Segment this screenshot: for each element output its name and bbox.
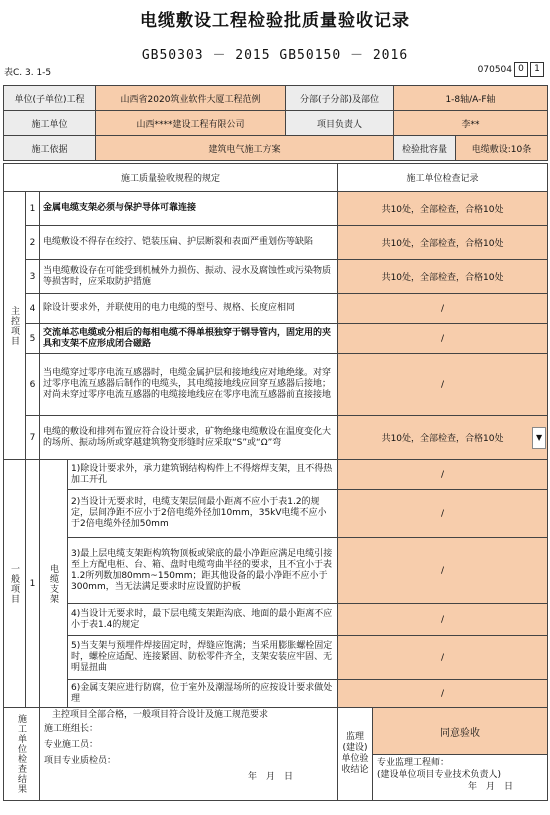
basis-value[interactable]: 建筑电气施工方案: [96, 136, 394, 161]
team-leader-sign[interactable]: 施工班组长：: [44, 724, 99, 734]
contractor-value[interactable]: 山西****建设工程有限公司: [96, 111, 286, 136]
item-no: 5: [26, 324, 40, 354]
division-value[interactable]: 1-8轴/A-F轴: [394, 86, 548, 111]
contractor-conclusion[interactable]: 主控项目全部合格，一般项目符合设计及施工规范要求: [52, 710, 269, 720]
record-code: [478, 62, 544, 77]
supervision-date[interactable]: 年 月 日: [468, 782, 514, 792]
item-no: 2: [26, 226, 40, 260]
contractor-result-label: 施工单位检查结果: [4, 708, 40, 801]
unit-value[interactable]: 山西省2020筑业软件大厦工程范例: [96, 86, 286, 111]
item-result[interactable]: /: [338, 294, 548, 324]
pm-value[interactable]: 李**: [394, 111, 548, 136]
main-table: [3, 163, 548, 801]
item-result[interactable]: /: [338, 324, 548, 354]
item-result-select[interactable]: [338, 416, 548, 460]
general-item-text: 3)最上层电缆支架距构筑物顶板或梁底的最小净距应满足电缆引接至上方配电柜、台、箱、盘时电缆弯曲半径的要求，且不宜小于表1.2所列数加80mm~150mm；距其他设备的最小净距不应小于300mm，当无法满足要求时应设置防护板: [68, 538, 338, 604]
code-prefix: 070504: [477, 64, 512, 75]
item-text: 除设计要求外，并联使用的电力电缆的型号、规格、长度应相同: [40, 294, 338, 324]
dropdown-arrow-icon[interactable]: ▼: [532, 427, 546, 449]
item-text: 当电缆穿过零序电流互感器时，电缆金属护层和接地线应对地绝缘。对穿过零序电流互感器后制作的电缆头，其电缆接地线应回穿互感器后接地；对尚未穿过零序电流互感器的电缆接地线应在零序电流互感器前直接接地: [40, 354, 338, 416]
item-text: 交流单芯电缆或分相后的每相电缆不得单根独穿于钢导管内，固定用的夹具和支架不应形成闭合磁路: [40, 324, 338, 354]
professional-sign[interactable]: 专业施工员：: [44, 740, 99, 750]
item-result[interactable]: /: [338, 354, 548, 416]
form-number: 表C. 3. 1-5: [4, 68, 52, 78]
basis-label: 施工依据: [4, 136, 96, 161]
general-item-result[interactable]: /: [338, 538, 548, 604]
contractor-label: 施工单位: [4, 111, 96, 136]
supervision-label: 监理(建设)单位验收结论: [338, 708, 373, 800]
general-item-result[interactable]: /: [338, 680, 548, 708]
item-no: 7: [26, 416, 40, 460]
general-item-text: 2)当设计无要求时，电缆支架层间最小距离不应小于表1.2的规定，层间净距不应小于2倍电缆外径加10mm，35kV电缆不应小于2倍电缆外径加50mm: [68, 490, 338, 538]
general-items-label: 一般项目: [4, 460, 26, 708]
qc-sign[interactable]: 项目专业质检员：: [44, 756, 117, 766]
item-text: 电缆的敷设和排列布置应符合设计要求，矿物绝缘电缆敷设在温度变化大的场所、振动场所或穿越建筑物变形缝时应采取“S”或“Ω”弯: [40, 416, 338, 460]
main-items-label: 主控项目: [4, 192, 26, 460]
supervision-cell: [338, 708, 548, 801]
item-text: 当电缆敷设存在可能受到机械外力损伤、振动、浸水及腐蚀性或污染物质等损害时，应采取防护措施: [40, 260, 338, 294]
item-no: 6: [26, 354, 40, 416]
pm-label: 项目负责人: [286, 111, 394, 136]
item-no: 3: [26, 260, 40, 294]
general-item-text: 1)除设计要求外，承力建筑钢结构构件上不得熔焊支架，且不得热加工开孔: [68, 460, 338, 490]
contractor-result-cell: [40, 708, 338, 801]
code-box-2[interactable]: 1: [530, 62, 544, 77]
item-result[interactable]: 共10处，全部检查，合格10处: [338, 192, 548, 226]
header-table: [3, 85, 548, 161]
item-no: 4: [26, 294, 40, 324]
item-no: 1: [26, 192, 40, 226]
general-item-result[interactable]: /: [338, 490, 548, 538]
capacity-value[interactable]: 电缆敷设:10条: [456, 136, 548, 161]
item-result[interactable]: 共10处，全部检查，合格10处: [338, 226, 548, 260]
owner-sign[interactable]: (建设单位项目专业技术负责人): [377, 770, 502, 780]
general-item-text: 5)当支架与预埋件焊接固定时，焊缝应饱满；当采用膨胀螺栓固定时，螺栓应适配、连接紧固、防松零件齐全，支架安装应牢固、无明显扭曲: [68, 636, 338, 680]
standard-code: GB50303 － 2015 GB50150 － 2016: [141, 48, 409, 63]
general-item-result[interactable]: /: [338, 604, 548, 636]
item-result[interactable]: 共10处，全部检查，合格10处: [338, 260, 548, 294]
unit-label: 单位(子单位)工程: [4, 86, 96, 111]
code-box-1[interactable]: 0: [514, 62, 528, 77]
check-heading: 施工单位检查记录: [338, 164, 548, 192]
spec-heading: 施工质量验收规程的规定: [4, 164, 338, 192]
division-label: 分部(子分部)及部位: [286, 86, 394, 111]
item-result: 共10处，全部检查，合格10处: [381, 434, 504, 444]
form-title: 电缆敷设工程检验批质量验收记录: [140, 11, 410, 31]
item-text: 金属电缆支架必须与保护导体可靠连接: [40, 192, 338, 226]
general-item-no: 1: [26, 460, 40, 708]
general-item-text: 4)当设计无要求时，最下层电缆支架距沟底、地面的最小距离不应小于表1.4的规定: [68, 604, 338, 636]
capacity-label: 检验批容量: [394, 136, 456, 161]
general-item-result[interactable]: /: [338, 460, 548, 490]
item-text: 电缆敷设不得存在绞拧、铠装压扁、护层断裂和表面严重划伤等缺陷: [40, 226, 338, 260]
general-item-text: 6)金属支架应进行防腐，位于室外及潮湿场所的应按设计要求做处理: [68, 680, 338, 708]
general-item-result[interactable]: /: [338, 636, 548, 680]
supervision-conclusion[interactable]: 同意验收: [373, 708, 547, 755]
general-sub-label: 电缆支架: [40, 460, 68, 708]
contractor-date[interactable]: 年 月 日: [248, 772, 294, 782]
supervisor-sign[interactable]: 专业监理工程师：: [377, 758, 450, 768]
